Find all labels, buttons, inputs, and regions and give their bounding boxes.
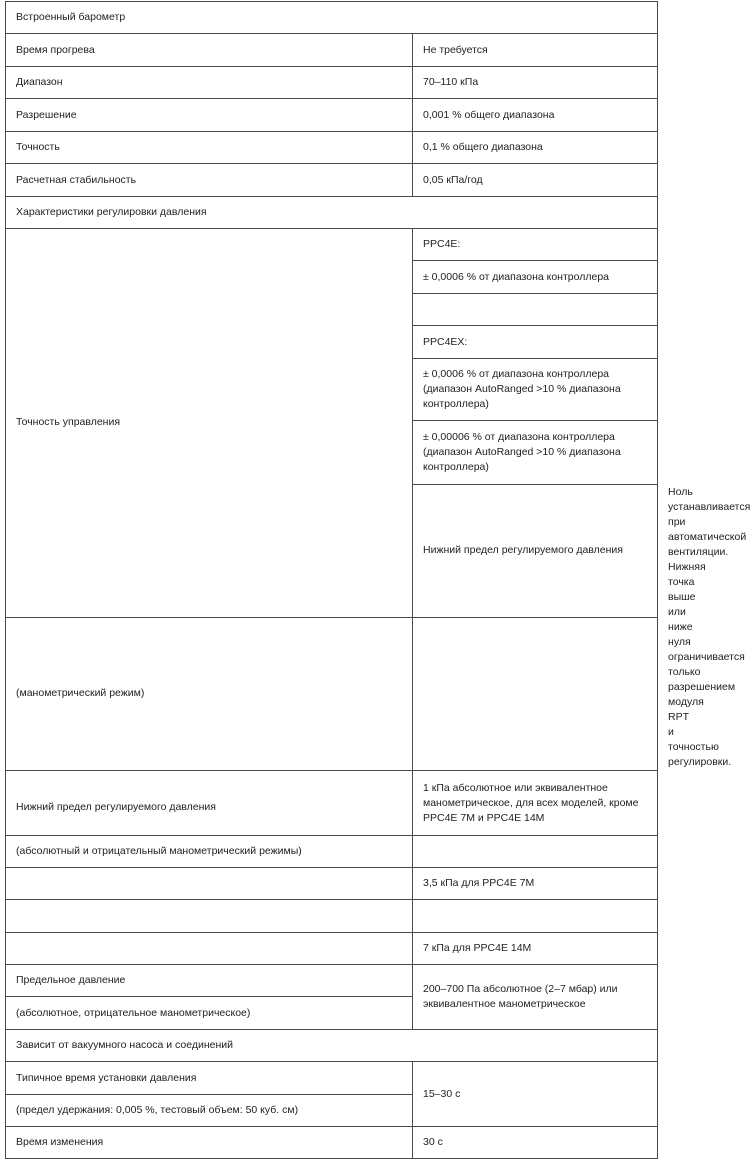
spec-label: Типичное время установки давления	[6, 1062, 413, 1095]
empty-cell	[6, 900, 413, 933]
spec-value: 0,05 кПа/год	[413, 164, 658, 197]
empty-cell	[413, 294, 658, 326]
table-row	[6, 229, 658, 261]
spec-label: Точность	[6, 132, 413, 164]
table-row	[6, 617, 658, 770]
table-row	[6, 99, 658, 132]
spec-label-sub: (манометрический режим)	[6, 617, 413, 770]
spec-value: 0,001 % общего диапазона	[413, 99, 658, 132]
empty-cell	[6, 868, 413, 900]
spec-value: 70–110 кПа	[413, 67, 658, 99]
table-row	[6, 836, 658, 868]
table-row	[6, 1030, 658, 1062]
spec-label: Диапазон	[6, 67, 413, 99]
table-row	[6, 868, 658, 900]
table-row	[6, 933, 658, 965]
spec-value: ± 0,0006 % от диапазона контроллера	[413, 261, 658, 294]
spec-label: Время изменения	[6, 1127, 413, 1159]
empty-cell	[413, 836, 658, 868]
table-row	[6, 197, 658, 229]
spec-value: Не требуется	[413, 34, 658, 67]
table-row	[6, 2, 658, 34]
spec-value: ± 0,00006 % от диапазона контроллера (диапазон AutoRanged >10 % диапазона контроллера)	[413, 421, 658, 485]
specifications-table	[5, 1, 750, 1159]
spec-label-sub: (абсолютный и отрицательный манометрический режимы)	[6, 836, 413, 868]
table-row	[6, 1062, 658, 1095]
spec-label: Предельное давление	[6, 965, 413, 997]
section-header-barometer: Встроенный барометр	[6, 2, 658, 34]
spec-value: PPC4EX:	[413, 326, 658, 359]
table-row	[6, 1127, 658, 1159]
spec-label-sub: (абсолютное, отрицательное манометрическое)	[6, 997, 413, 1030]
spec-value: 7 кПа для PPC4E 14M	[413, 933, 658, 965]
spec-label: Нижний предел регулируемого давления	[6, 771, 413, 836]
empty-cell	[6, 933, 413, 965]
spec-value: 3,5 кПа для PPC4E 7M	[413, 868, 658, 900]
table-row	[6, 67, 658, 99]
spec-value: PPC4E:	[413, 229, 658, 261]
table-row	[6, 900, 658, 933]
spec-value: 0,1 % общего диапазона	[413, 132, 658, 164]
table-row	[6, 965, 658, 997]
spec-value: 15–30 с	[413, 1062, 658, 1127]
spec-note: Зависит от вакуумного насоса и соединений	[6, 1030, 658, 1062]
spec-label: Время прогрева	[6, 34, 413, 67]
spec-label: Нижний предел регулируемого давления	[413, 485, 658, 618]
spec-label: Разрешение	[6, 99, 413, 132]
empty-cell	[413, 900, 658, 933]
spec-value: ± 0,0006 % от диапазона контроллера (диапазон AutoRanged >10 % диапазона контроллера)	[413, 359, 658, 421]
table-row	[6, 34, 658, 67]
spec-value: 30 с	[413, 1127, 658, 1159]
table-row	[6, 164, 658, 197]
spec-value: 200–700 Па абсолютное (2–7 мбар) или эквивалентное манометрическое	[413, 965, 658, 1030]
table-row	[6, 771, 658, 836]
spec-value: 1 кПа абсолютное или эквивалентное манометрическое, для всех моделей, кроме PPC4E 7M и PPC4E 14M	[413, 771, 658, 836]
table-row	[6, 132, 658, 164]
spec-label-sub: (предел удержания: 0,005 %, тестовый объем: 50 куб. см)	[6, 1095, 413, 1127]
spec-label: Расчетная стабильность	[6, 164, 413, 197]
spec-label: Точность управления	[6, 229, 413, 618]
section-header-regulation: Характеристики регулировки давления	[6, 197, 658, 229]
table-row: Нижний предел регулируемого давления Ноль устанавливается при автоматической вентиляции. Нижняя точка выше или ниже нуля ограничивается только разрешением модуля RPT и точностью регулировки.	[6, 485, 658, 618]
